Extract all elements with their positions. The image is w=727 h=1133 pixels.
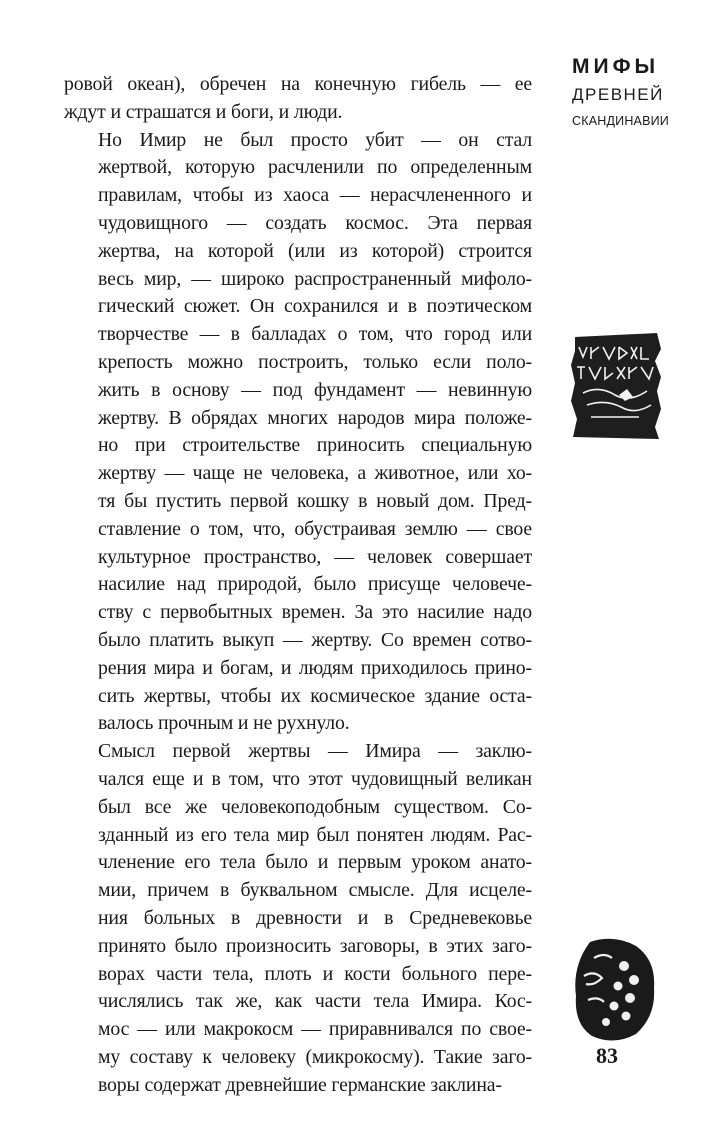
text-line: рения мира и богам, и людям приходилось прино- [98, 656, 532, 679]
text-line: ждут и страшатся и боги, и люди. [64, 100, 343, 123]
text-line: жертву — чаще не человека, а животное, или хо- [98, 462, 532, 485]
text-line: творчестве — в балладах о том, что город или [98, 323, 532, 346]
text-line: гический сюжет. Он сохранился и в поэтическом [98, 295, 532, 318]
body-text [64, 71, 532, 1099]
text-line: Но Имир не был просто убит — он стал [98, 128, 532, 151]
rune-stone-ornament-icon [569, 331, 663, 441]
text-line: жертва, на которой (или из которой) строится [98, 239, 532, 262]
text-line: чался еще и в том, что этот чудовищный великан [98, 767, 532, 790]
text-line: зданный из его тела мир был понятен людям. Рас- [98, 823, 532, 846]
text-line: членение его тела было и первым уроком анато- [98, 851, 532, 874]
text-line: ровой океан), обречен на конечную гибель — ее [64, 73, 532, 95]
text-line: чудовищного — создать космос. Эта первая [98, 211, 532, 234]
text-line: был все же человекоподобным существом. Со- [98, 795, 532, 818]
page-number: 83 [596, 1043, 618, 1068]
text-line: культурное пространство, — человек совершает [98, 545, 532, 568]
text-line: ворах части тела, плоть и кости больного пере- [98, 962, 532, 985]
text-line: жить в основу — под фундамент — невинную [98, 378, 532, 401]
text-line: му составу к человеку (микрокосму). Такие заго- [98, 1045, 532, 1068]
text-line: мос — или макрокосм — приравнивался по свое- [98, 1018, 532, 1041]
text-line: воры содержат древнейшие германские заклина- [98, 1073, 502, 1096]
text-line: крепость можно построить, только если поло- [98, 350, 532, 373]
header-subtitle-2: СКАНДИНАВИИ [572, 114, 669, 128]
running-header [572, 52, 672, 134]
paragraph-2 [64, 127, 532, 739]
text-line: правилам, чтобы из хаоса — нерасчлененного и [98, 184, 532, 207]
header-subtitle: ДРЕВНЕЙ [572, 85, 664, 104]
text-line: весь мир, — широко распространенный мифоло- [98, 267, 532, 290]
paragraph-1 [64, 71, 532, 127]
text-line: ставление о том, что, обустраивая землю — свое [98, 517, 532, 540]
carved-seal-ornament-icon [570, 936, 658, 1044]
text-line: ству с первобытных времен. За это насилие надо [98, 601, 532, 624]
text-line: валось прочным и не рухнуло. [98, 712, 350, 735]
text-line: но при строительстве приносить специальную [98, 434, 532, 457]
text-line: жертвой, которую расчленили по определенным [98, 156, 532, 179]
text-line: сить жертвы, чтобы их космическое здание оста- [98, 684, 532, 707]
header-title: МИФЫ [572, 55, 660, 78]
text-line: мии, причем в буквальном смысле. Для исцеле- [98, 879, 532, 902]
text-line: принято было произносить заговоры, в этих заго- [98, 934, 532, 957]
text-line: жертву. В обрядах многих народов мира положе- [98, 406, 532, 429]
text-line: числялись так же, как части тела Имира. Кос- [98, 990, 532, 1013]
paragraph-3 [64, 738, 532, 1099]
text-line: ния больных в древности и в Средневековье [98, 906, 532, 929]
text-line: было платить выкуп — жертву. Со времен сотво- [98, 628, 532, 651]
text-line: насилие над природой, было присуще человече- [98, 573, 532, 596]
text-line: Смысл первой жертвы — Имира — заклю- [98, 740, 532, 763]
text-line: тя бы пустить первой кошку в новый дом. Пред- [98, 489, 532, 512]
